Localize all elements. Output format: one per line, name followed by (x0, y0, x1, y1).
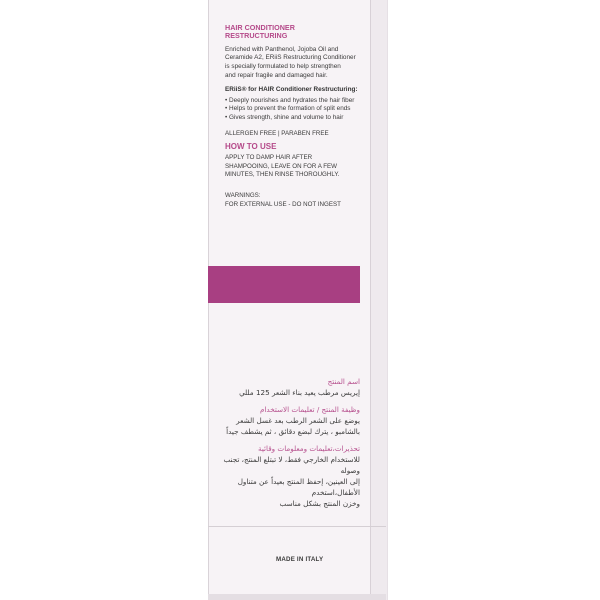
arabic-usage-heading: وظيفة المنتج / تعليمات الاستخدام (259, 405, 360, 414)
arabic-warnings-heading: تحذيرات،تعليمات ومعلومات وقائية (258, 444, 360, 453)
arabic-warnings-line: للاستخدام الخارجي فقط، لا تبتلع المنتج، تجنب وصوله (223, 455, 360, 475)
arabic-warnings-line: إلى العينين، إحفظ المنتج بعيداً عن متناول الأطفال،استخدم (237, 477, 360, 497)
description-line: and repair fragile and damaged hair. (225, 71, 328, 79)
made-in-label: MADE IN ITALY (276, 556, 324, 563)
warnings-text: FOR EXTERNAL USE - DO NOT INGEST (225, 200, 341, 208)
english-label-block (225, 24, 365, 209)
product-title-line-1: HAIR CONDITIONER (225, 23, 295, 32)
benefit-item: • Helps to prevent the formation of split ends (225, 105, 365, 114)
description-line: is specially formulated to help strengthen (225, 63, 341, 70)
benefit-item: • Gives strength, shine and volume to hair (225, 114, 365, 123)
how-to-use-line: MINUTES, THEN RINSE THOROUGHLY. (225, 171, 340, 179)
fold-line (208, 526, 386, 527)
free-from-badge: ALLERGEN FREE | PARABEN FREE (225, 129, 329, 137)
box-bottom-edge (208, 594, 386, 600)
arabic-usage-line: بالشامبو ، يترك لبضع دقائق ، ثم يشطف جيداً (226, 427, 360, 436)
color-band (208, 266, 360, 303)
arabic-usage-line: يوضع على الشعر الرطب بعد غسل الشعر (236, 416, 360, 425)
benefits-heading: ERiiS® for HAIR Conditioner Restructuring: (225, 86, 358, 94)
description-line: Ceramide A2, ERiiS Restructuring Conditioner (225, 54, 356, 62)
benefits-list (225, 97, 365, 123)
how-to-use-line: APPLY TO DAMP HAIR AFTER (225, 154, 313, 162)
arabic-name-heading: اسم المنتج (327, 377, 360, 386)
product-title-line-2: RESTRUCTURING (225, 31, 288, 41)
arabic-label-block (220, 376, 360, 509)
benefit-item: • Deeply nourishes and hydrates the hair fiber (225, 97, 365, 106)
arabic-warnings-line: وخزن المنتج بشكل مناسب (279, 499, 360, 508)
arabic-name-text: إيريس مرطب يعيد بناء الشعر 125 مللي (239, 388, 360, 397)
how-to-use-title: HOW TO USE (225, 142, 277, 152)
description-line: Enriched with Panthenol, Jojoba Oil and (225, 45, 339, 53)
box-side-flap (370, 0, 387, 600)
how-to-use-line: SHAMPOOING, LEAVE ON FOR A FEW (225, 162, 337, 170)
warnings-title: WARNINGS: (225, 191, 261, 199)
